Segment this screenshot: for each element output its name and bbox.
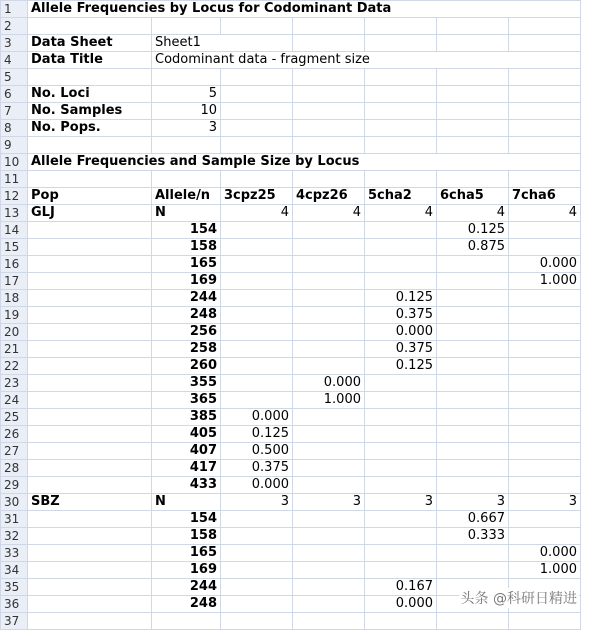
cell[interactable] bbox=[221, 171, 293, 188]
pop-cell[interactable] bbox=[28, 256, 152, 273]
pop-cell[interactable] bbox=[28, 579, 152, 596]
allele-cell[interactable]: 158 bbox=[152, 239, 221, 256]
frequency-cell[interactable] bbox=[293, 528, 365, 545]
frequency-cell[interactable] bbox=[365, 562, 437, 579]
frequency-cell[interactable] bbox=[437, 443, 509, 460]
cell[interactable] bbox=[293, 18, 365, 35]
pop-cell[interactable] bbox=[28, 511, 152, 528]
frequency-cell[interactable] bbox=[365, 613, 437, 630]
frequency-cell[interactable]: 0.125 bbox=[221, 426, 293, 443]
row-header[interactable]: 27 bbox=[1, 443, 28, 460]
frequency-cell[interactable] bbox=[509, 341, 581, 358]
table-row bbox=[1, 494, 581, 511]
allele-cell[interactable]: 169 bbox=[152, 273, 221, 290]
frequency-cell[interactable] bbox=[365, 273, 437, 290]
cell[interactable] bbox=[437, 171, 509, 188]
row-header[interactable]: 17 bbox=[1, 273, 28, 290]
pop-cell[interactable] bbox=[28, 375, 152, 392]
frequency-cell[interactable] bbox=[221, 358, 293, 375]
frequency-cell[interactable] bbox=[365, 460, 437, 477]
frequency-cell[interactable]: 3 bbox=[509, 494, 581, 511]
table-row bbox=[1, 409, 581, 426]
cell[interactable] bbox=[152, 171, 221, 188]
frequency-cell[interactable] bbox=[221, 596, 293, 613]
pop-cell[interactable] bbox=[28, 324, 152, 341]
table-row bbox=[1, 256, 581, 273]
frequency-cell[interactable] bbox=[221, 392, 293, 409]
cell[interactable] bbox=[437, 18, 509, 35]
frequency-cell[interactable]: 0.375 bbox=[365, 307, 437, 324]
frequency-cell[interactable] bbox=[221, 341, 293, 358]
frequency-cell[interactable] bbox=[221, 375, 293, 392]
frequency-cell[interactable] bbox=[365, 443, 437, 460]
cell[interactable] bbox=[509, 86, 581, 103]
data-title-value[interactable]: Codominant data - fragment size bbox=[152, 52, 581, 69]
table-row bbox=[1, 545, 581, 562]
row-header[interactable]: 29 bbox=[1, 477, 28, 494]
pop-cell[interactable]: GLJ bbox=[28, 205, 152, 222]
pop-cell[interactable] bbox=[28, 358, 152, 375]
allele-cell[interactable]: 417 bbox=[152, 460, 221, 477]
pop-cell[interactable] bbox=[28, 307, 152, 324]
row-header[interactable]: 8 bbox=[1, 120, 28, 137]
cell[interactable] bbox=[221, 69, 293, 86]
frequency-cell[interactable]: 0.875 bbox=[437, 239, 509, 256]
frequency-cell[interactable] bbox=[509, 290, 581, 307]
cell[interactable] bbox=[437, 120, 509, 137]
row-header[interactable]: 35 bbox=[1, 579, 28, 596]
frequency-cell[interactable] bbox=[437, 256, 509, 273]
frequency-cell[interactable]: 0.125 bbox=[365, 358, 437, 375]
frequency-cell[interactable]: 0.375 bbox=[221, 460, 293, 477]
frequency-cell[interactable] bbox=[221, 239, 293, 256]
cell[interactable] bbox=[365, 171, 437, 188]
frequency-cell[interactable] bbox=[221, 256, 293, 273]
row-header[interactable]: 13 bbox=[1, 205, 28, 222]
frequency-cell[interactable] bbox=[365, 239, 437, 256]
frequency-cell[interactable] bbox=[221, 528, 293, 545]
allele-cell[interactable]: 248 bbox=[152, 596, 221, 613]
pop-cell[interactable] bbox=[28, 392, 152, 409]
frequency-cell[interactable] bbox=[437, 324, 509, 341]
frequency-cell[interactable] bbox=[509, 392, 581, 409]
no-samples-value[interactable]: 10 bbox=[152, 103, 221, 120]
row-header[interactable]: 14 bbox=[1, 222, 28, 239]
frequency-cell[interactable] bbox=[293, 443, 365, 460]
no-loci-value[interactable]: 5 bbox=[152, 86, 221, 103]
row-header[interactable]: 20 bbox=[1, 324, 28, 341]
frequency-cell[interactable] bbox=[293, 273, 365, 290]
allele-cell[interactable]: 407 bbox=[152, 443, 221, 460]
row-header[interactable]: 2 bbox=[1, 18, 28, 35]
cell[interactable] bbox=[509, 137, 581, 154]
frequency-cell[interactable] bbox=[221, 307, 293, 324]
no-loci-label[interactable]: No. Loci bbox=[28, 86, 152, 103]
row-header[interactable]: 18 bbox=[1, 290, 28, 307]
frequency-cell[interactable] bbox=[293, 511, 365, 528]
table-row bbox=[1, 375, 581, 392]
frequency-cell[interactable] bbox=[437, 409, 509, 426]
cell[interactable] bbox=[509, 69, 581, 86]
table-row bbox=[1, 477, 581, 494]
frequency-cell[interactable] bbox=[509, 375, 581, 392]
frequency-cell[interactable] bbox=[365, 426, 437, 443]
cell[interactable] bbox=[365, 18, 437, 35]
cell[interactable] bbox=[365, 35, 437, 52]
row-header[interactable]: 34 bbox=[1, 562, 28, 579]
cell[interactable] bbox=[221, 137, 293, 154]
cell[interactable] bbox=[293, 120, 365, 137]
row-header[interactable]: 33 bbox=[1, 545, 28, 562]
table-row bbox=[1, 307, 581, 324]
frequency-cell[interactable] bbox=[509, 358, 581, 375]
cell[interactable] bbox=[365, 86, 437, 103]
no-pops-value[interactable]: 3 bbox=[152, 120, 221, 137]
allele-cell[interactable]: 385 bbox=[152, 409, 221, 426]
sheet-title[interactable]: Allele Frequencies by Locus for Codominant Data bbox=[28, 1, 581, 18]
cell[interactable] bbox=[293, 69, 365, 86]
row-header[interactable]: 5 bbox=[1, 69, 28, 86]
frequency-cell[interactable]: 0.000 bbox=[365, 596, 437, 613]
row-header[interactable]: 6 bbox=[1, 86, 28, 103]
frequency-cell[interactable] bbox=[509, 239, 581, 256]
cell[interactable] bbox=[365, 69, 437, 86]
allele-cell[interactable]: N bbox=[152, 205, 221, 222]
frequency-cell[interactable] bbox=[221, 222, 293, 239]
cell[interactable] bbox=[365, 120, 437, 137]
cell[interactable] bbox=[221, 120, 293, 137]
frequency-cell[interactable] bbox=[221, 273, 293, 290]
frequency-cell[interactable]: 0.667 bbox=[437, 511, 509, 528]
row-header[interactable]: 22 bbox=[1, 358, 28, 375]
pop-cell[interactable] bbox=[28, 222, 152, 239]
watermark: 头条 @科研日精进 bbox=[459, 588, 579, 608]
frequency-cell[interactable] bbox=[293, 596, 365, 613]
cell[interactable] bbox=[28, 171, 152, 188]
frequency-cell[interactable]: 0.000 bbox=[221, 477, 293, 494]
allele-cell[interactable]: 165 bbox=[152, 545, 221, 562]
frequency-cell[interactable]: 0.500 bbox=[221, 443, 293, 460]
frequency-cell[interactable] bbox=[221, 290, 293, 307]
column-header-locus[interactable]: 4cpz26 bbox=[293, 188, 365, 205]
frequency-cell[interactable] bbox=[293, 460, 365, 477]
frequency-cell[interactable]: 3 bbox=[293, 494, 365, 511]
column-header-locus[interactable]: 7cha6 bbox=[509, 188, 581, 205]
row-header[interactable]: 10 bbox=[1, 154, 28, 171]
table-row bbox=[1, 562, 581, 579]
frequency-cell[interactable]: 0.000 bbox=[365, 324, 437, 341]
cell[interactable] bbox=[365, 103, 437, 120]
frequency-cell[interactable] bbox=[437, 562, 509, 579]
cell[interactable] bbox=[152, 69, 221, 86]
allele-cell[interactable]: 405 bbox=[152, 426, 221, 443]
frequency-cell[interactable] bbox=[293, 545, 365, 562]
frequency-cell[interactable] bbox=[293, 613, 365, 630]
pop-cell[interactable]: SBZ bbox=[28, 494, 152, 511]
row-header[interactable]: 37 bbox=[1, 613, 28, 630]
frequency-cell[interactable] bbox=[221, 579, 293, 596]
frequency-cell[interactable]: 4 bbox=[509, 205, 581, 222]
frequency-cell[interactable] bbox=[437, 273, 509, 290]
allele-cell[interactable]: 244 bbox=[152, 579, 221, 596]
allele-cell[interactable]: 154 bbox=[152, 222, 221, 239]
frequency-cell[interactable] bbox=[365, 528, 437, 545]
frequency-cell[interactable] bbox=[293, 358, 365, 375]
frequency-cell[interactable] bbox=[365, 222, 437, 239]
cell[interactable] bbox=[152, 18, 221, 35]
frequency-cell[interactable] bbox=[365, 545, 437, 562]
frequency-cell[interactable] bbox=[293, 341, 365, 358]
frequency-cell[interactable]: 3 bbox=[365, 494, 437, 511]
row-header[interactable]: 11 bbox=[1, 171, 28, 188]
table-row bbox=[1, 392, 581, 409]
frequency-cell[interactable] bbox=[437, 460, 509, 477]
cell[interactable] bbox=[509, 120, 581, 137]
table-row bbox=[1, 239, 581, 256]
frequency-cell[interactable] bbox=[365, 409, 437, 426]
frequency-cell[interactable]: 0.000 bbox=[509, 545, 581, 562]
table-row bbox=[1, 205, 581, 222]
row-header[interactable]: 1 bbox=[1, 1, 28, 18]
cell[interactable] bbox=[437, 103, 509, 120]
frequency-cell[interactable]: 4 bbox=[365, 205, 437, 222]
row-header[interactable]: 31 bbox=[1, 511, 28, 528]
frequency-cell[interactable]: 4 bbox=[221, 205, 293, 222]
frequency-cell[interactable] bbox=[509, 511, 581, 528]
table-row bbox=[1, 443, 581, 460]
frequency-cell[interactable] bbox=[509, 477, 581, 494]
frequency-cell[interactable] bbox=[221, 511, 293, 528]
frequency-cell[interactable] bbox=[509, 528, 581, 545]
frequency-cell[interactable]: 4 bbox=[293, 205, 365, 222]
frequency-cell[interactable]: 0.000 bbox=[509, 256, 581, 273]
allele-cell[interactable]: 248 bbox=[152, 307, 221, 324]
row-header[interactable]: 25 bbox=[1, 409, 28, 426]
frequency-cell[interactable] bbox=[509, 613, 581, 630]
frequency-cell[interactable] bbox=[221, 545, 293, 562]
frequency-cell[interactable] bbox=[365, 392, 437, 409]
table-row bbox=[1, 460, 581, 477]
column-header-allele[interactable]: Allele/n bbox=[152, 188, 221, 205]
table-row bbox=[1, 290, 581, 307]
table-row bbox=[1, 426, 581, 443]
table-row bbox=[1, 273, 581, 290]
frequency-cell[interactable] bbox=[437, 613, 509, 630]
cell[interactable] bbox=[28, 69, 152, 86]
frequency-cell[interactable] bbox=[437, 358, 509, 375]
frequency-cell[interactable] bbox=[293, 477, 365, 494]
frequency-cell[interactable]: 0.125 bbox=[365, 290, 437, 307]
allele-cell[interactable]: 365 bbox=[152, 392, 221, 409]
row-header[interactable]: 12 bbox=[1, 188, 28, 205]
frequency-cell[interactable]: 0.125 bbox=[437, 222, 509, 239]
frequency-cell[interactable] bbox=[509, 409, 581, 426]
frequency-cell[interactable] bbox=[509, 426, 581, 443]
no-pops-label[interactable]: No. Pops. bbox=[28, 120, 152, 137]
cell[interactable] bbox=[293, 171, 365, 188]
cell[interactable] bbox=[509, 35, 581, 52]
pop-cell[interactable] bbox=[28, 341, 152, 358]
allele-cell[interactable]: 260 bbox=[152, 358, 221, 375]
row-header[interactable]: 16 bbox=[1, 256, 28, 273]
cell[interactable] bbox=[152, 137, 221, 154]
table-row bbox=[1, 358, 581, 375]
cell[interactable] bbox=[221, 18, 293, 35]
cell[interactable] bbox=[28, 18, 152, 35]
frequency-cell[interactable]: 0.000 bbox=[293, 375, 365, 392]
row-header[interactable]: 36 bbox=[1, 596, 28, 613]
column-header-locus[interactable]: 5cha2 bbox=[365, 188, 437, 205]
allele-cell[interactable]: 244 bbox=[152, 290, 221, 307]
frequency-cell[interactable] bbox=[509, 222, 581, 239]
cell[interactable] bbox=[293, 35, 365, 52]
allele-cell[interactable]: 165 bbox=[152, 256, 221, 273]
row-header[interactable]: 3 bbox=[1, 35, 28, 52]
pop-cell[interactable] bbox=[28, 596, 152, 613]
frequency-cell[interactable] bbox=[365, 511, 437, 528]
frequency-cell[interactable] bbox=[293, 239, 365, 256]
allele-cell[interactable]: N bbox=[152, 494, 221, 511]
frequency-cell[interactable] bbox=[437, 341, 509, 358]
frequency-cell[interactable] bbox=[437, 545, 509, 562]
row-header[interactable]: 30 bbox=[1, 494, 28, 511]
pop-cell[interactable] bbox=[28, 545, 152, 562]
pop-cell[interactable] bbox=[28, 426, 152, 443]
column-header-locus[interactable]: 6cha5 bbox=[437, 188, 509, 205]
frequency-cell[interactable]: 0.375 bbox=[365, 341, 437, 358]
cell[interactable] bbox=[293, 137, 365, 154]
allele-cell[interactable] bbox=[152, 613, 221, 630]
frequency-cell[interactable]: 0.167 bbox=[365, 579, 437, 596]
cell[interactable] bbox=[221, 86, 293, 103]
frequency-cell[interactable] bbox=[437, 307, 509, 324]
table-row bbox=[1, 528, 581, 545]
allele-cell[interactable]: 256 bbox=[152, 324, 221, 341]
cell[interactable] bbox=[365, 137, 437, 154]
frequency-cell[interactable] bbox=[365, 256, 437, 273]
row-header[interactable]: 26 bbox=[1, 426, 28, 443]
cell[interactable] bbox=[437, 137, 509, 154]
pop-cell[interactable] bbox=[28, 562, 152, 579]
frequency-cell[interactable] bbox=[293, 256, 365, 273]
row-header[interactable]: 21 bbox=[1, 341, 28, 358]
frequency-cell[interactable] bbox=[437, 426, 509, 443]
frequency-cell[interactable] bbox=[221, 324, 293, 341]
frequency-cell[interactable]: 1.000 bbox=[293, 392, 365, 409]
cell[interactable] bbox=[509, 171, 581, 188]
frequency-cell[interactable]: 0.000 bbox=[221, 409, 293, 426]
cell[interactable] bbox=[437, 35, 509, 52]
row-header[interactable]: 32 bbox=[1, 528, 28, 545]
allele-cell[interactable]: 258 bbox=[152, 341, 221, 358]
frequency-cell[interactable] bbox=[437, 290, 509, 307]
data-title-label[interactable]: Data Title bbox=[28, 52, 152, 69]
cell[interactable] bbox=[293, 103, 365, 120]
table-row bbox=[1, 613, 581, 630]
data-sheet-value[interactable]: Sheet1 bbox=[152, 35, 293, 52]
pop-cell[interactable] bbox=[28, 528, 152, 545]
frequency-cell[interactable]: 3 bbox=[221, 494, 293, 511]
table-row bbox=[1, 341, 581, 358]
pop-cell[interactable] bbox=[28, 460, 152, 477]
cell[interactable] bbox=[509, 103, 581, 120]
allele-cell[interactable]: 355 bbox=[152, 375, 221, 392]
pop-cell[interactable] bbox=[28, 290, 152, 307]
frequency-cell[interactable] bbox=[293, 562, 365, 579]
cell[interactable] bbox=[293, 86, 365, 103]
no-samples-label[interactable]: No. Samples bbox=[28, 103, 152, 120]
frequency-cell[interactable]: 4 bbox=[437, 205, 509, 222]
column-header-pop[interactable]: Pop bbox=[28, 188, 152, 205]
frequency-cell[interactable] bbox=[293, 409, 365, 426]
frequency-cell[interactable] bbox=[509, 443, 581, 460]
frequency-cell[interactable] bbox=[221, 562, 293, 579]
frequency-cell[interactable] bbox=[437, 392, 509, 409]
frequency-cell[interactable]: 0.333 bbox=[437, 528, 509, 545]
frequency-cell[interactable]: 1.000 bbox=[509, 273, 581, 290]
data-sheet-label[interactable]: Data Sheet bbox=[28, 35, 152, 52]
allele-cell[interactable]: 158 bbox=[152, 528, 221, 545]
frequency-cell[interactable] bbox=[437, 477, 509, 494]
row-header[interactable]: 9 bbox=[1, 137, 28, 154]
row-header[interactable]: 23 bbox=[1, 375, 28, 392]
frequency-cell[interactable] bbox=[365, 477, 437, 494]
row-header[interactable]: 7 bbox=[1, 103, 28, 120]
frequency-cell[interactable]: 3 bbox=[437, 494, 509, 511]
frequency-cell[interactable] bbox=[509, 324, 581, 341]
allele-cell[interactable]: 169 bbox=[152, 562, 221, 579]
pop-cell[interactable] bbox=[28, 443, 152, 460]
cell[interactable] bbox=[221, 103, 293, 120]
frequency-cell[interactable] bbox=[437, 375, 509, 392]
frequency-cell[interactable] bbox=[293, 290, 365, 307]
frequency-cell[interactable] bbox=[509, 460, 581, 477]
frequency-cell[interactable]: 1.000 bbox=[509, 562, 581, 579]
allele-cell[interactable]: 154 bbox=[152, 511, 221, 528]
row-header[interactable]: 15 bbox=[1, 239, 28, 256]
row-header[interactable]: 28 bbox=[1, 460, 28, 477]
pop-cell[interactable] bbox=[28, 273, 152, 290]
frequency-cell[interactable] bbox=[293, 307, 365, 324]
section-title[interactable]: Allele Frequencies and Sample Size by Locus bbox=[28, 154, 581, 171]
table-row bbox=[1, 511, 581, 528]
row-header[interactable]: 19 bbox=[1, 307, 28, 324]
frequency-cell[interactable] bbox=[509, 307, 581, 324]
table-row bbox=[1, 222, 581, 239]
column-header-locus[interactable]: 3cpz25 bbox=[221, 188, 293, 205]
frequency-cell[interactable] bbox=[293, 426, 365, 443]
pop-cell[interactable] bbox=[28, 239, 152, 256]
row-header[interactable]: 24 bbox=[1, 392, 28, 409]
pop-cell[interactable] bbox=[28, 477, 152, 494]
pop-cell[interactable] bbox=[28, 409, 152, 426]
cell[interactable] bbox=[437, 69, 509, 86]
frequency-cell[interactable] bbox=[293, 324, 365, 341]
cell[interactable] bbox=[28, 137, 152, 154]
row-header[interactable]: 4 bbox=[1, 52, 28, 69]
frequency-cell[interactable] bbox=[293, 579, 365, 596]
table-row bbox=[1, 324, 581, 341]
frequency-cell[interactable] bbox=[365, 375, 437, 392]
cell[interactable] bbox=[509, 18, 581, 35]
allele-cell[interactable]: 433 bbox=[152, 477, 221, 494]
cell[interactable] bbox=[437, 86, 509, 103]
frequency-cell[interactable] bbox=[293, 222, 365, 239]
frequency-cell[interactable] bbox=[221, 613, 293, 630]
pop-cell[interactable] bbox=[28, 613, 152, 630]
